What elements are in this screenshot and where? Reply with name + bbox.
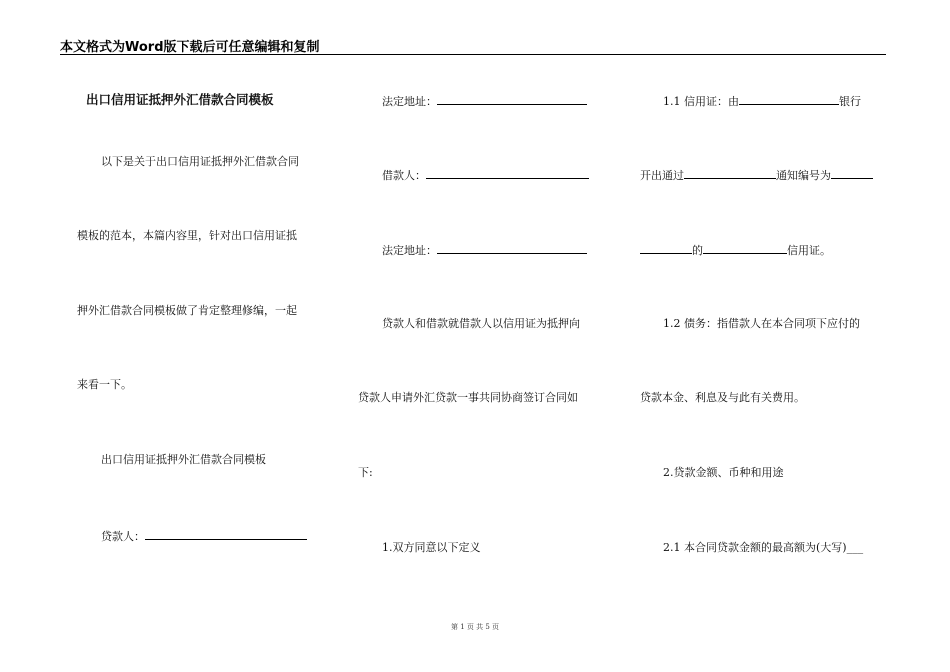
lender-label: 贷款人： [101,530,145,543]
clause-1-2: 1.2 债务：指借款人在本合同项下应付的 [663,317,860,330]
clause-1-2-cont: 贷款本金、利息及与此有关费用。 [640,391,805,404]
address-label-1: 法定地址： [382,95,437,108]
address-field-2 [382,242,587,258]
bank-blank [739,93,839,105]
page-number: 第 1 页 共 5 页 [450,623,500,631]
address-label-2: 法定地址： [382,244,437,257]
intro-line-2: 模板的范本，本篇内容里，针对出口信用证抵 [77,229,297,242]
intro-line-4: 来看一下。 [77,378,132,391]
section-title: 出口信用证抵押外汇借款合同模板 [101,453,266,466]
body-line-3: 下: [358,466,373,479]
body-line-2: 贷款人申请外汇贷款一事共同协商签订合同如 [358,391,578,404]
clause-1-1-end [640,242,831,258]
lc-blank-2 [703,242,787,254]
lender-field [101,528,307,544]
address-field-1 [382,93,587,109]
of-label: 的 [692,244,703,257]
clause-2-heading: 2.贷款金额、币种和用途 [663,466,784,479]
via-blank [684,167,776,179]
clause-2-1: 2.1 本合同贷款金额的最高额为(大写)___ [663,541,864,554]
notice-number-label: 通知编号为 [776,169,831,182]
clause-1-1 [663,93,861,109]
clause-1-1-text: 1.1 信用证：由 [663,95,739,108]
lc-label: 信用证。 [787,244,831,257]
notice-number-blank [831,167,873,179]
clause-1-1-cont-text: 开出通过 [640,169,684,182]
address-blank-2 [437,242,587,254]
intro-line-3: 押外汇借款合同模板做了肯定整理修编，一起 [77,304,297,317]
clause-1-1-cont [640,167,873,183]
lender-blank [145,528,307,540]
body-line-1: 贷款人和借款就借款人以信用证为抵押向 [382,317,580,330]
borrower-field [382,167,589,183]
document-header: 本文格式为Word版下载后可任意编辑和复制 [60,40,320,55]
document-title: 出口信用证抵押外汇借款合同模板 [86,92,274,107]
header-divider [60,54,886,55]
lc-blank-1 [640,242,692,254]
intro-line-1: 以下是关于出口信用证抵押外汇借款合同 [101,155,299,168]
clause-1-1-suffix: 银行 [839,95,861,108]
borrower-label: 借款人： [382,169,426,182]
body-line-4: 1.双方同意以下定义 [382,541,481,554]
address-blank-1 [437,93,587,105]
borrower-blank [426,167,589,179]
